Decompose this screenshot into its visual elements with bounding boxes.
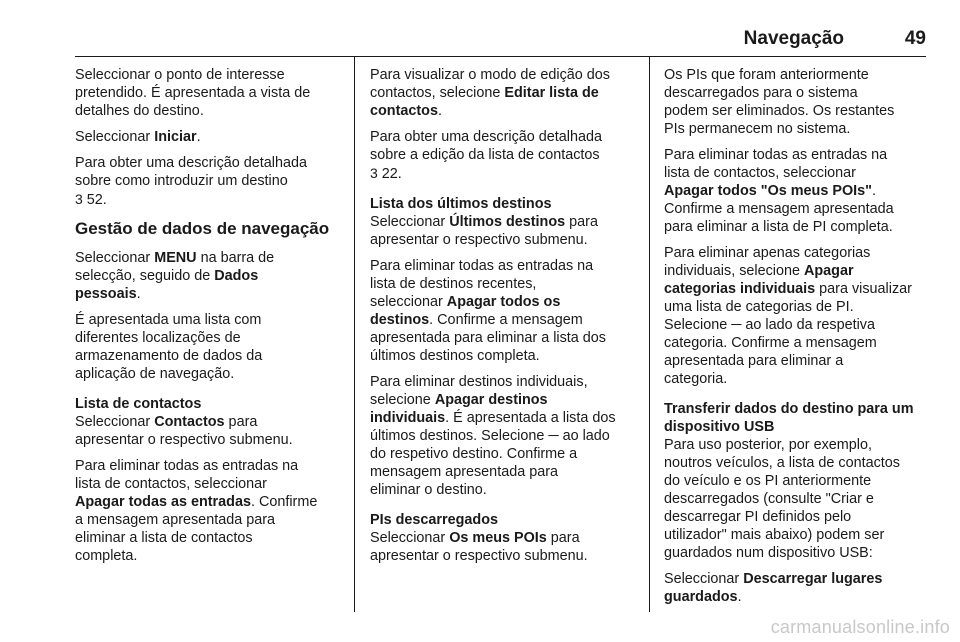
paragraph: Para eliminar todas as entradas na lista de contactos, seleccionar Apagar todas as entradas. Confirme a mensagem apresentada para eliminar a lista de contactos completa. <box>75 458 318 564</box>
menu-term: Apagar todos os <box>446 294 561 310</box>
header-rule <box>75 56 926 57</box>
paragraph: Seleccionar Iniciar. <box>75 129 201 145</box>
menu-term: Dados <box>214 268 259 284</box>
column-3 <box>664 66 934 614</box>
column-divider-2 <box>649 56 650 612</box>
menu-term: Apagar destinos <box>434 392 548 408</box>
menu-term: MENU <box>154 250 197 266</box>
section-heading: Gestão de dados de navegação <box>75 219 330 238</box>
subheading: Lista de contactos <box>75 396 202 412</box>
paragraph: Para eliminar destinos individuais, selecione Apagar destinos individuais. É apresentada a lista dos últimos destinos. Selecione ─ ao lado do respetivo destino. Confirme a mensagem apresentada para eliminar o destino. <box>370 374 616 498</box>
paragraph: Seleccionar Contactos para apresentar o respectivo submenu. <box>75 414 293 448</box>
paragraph: Para obter uma descrição detalhada sobre como introduzir um destino 3 52. <box>75 155 307 208</box>
menu-term: Editar lista de <box>504 85 599 101</box>
menu-term: destinos <box>370 312 430 328</box>
menu-term: Apagar todos "Os meus POIs" <box>664 183 872 199</box>
column-divider-1 <box>354 56 355 612</box>
section-title: Navegação <box>743 28 844 49</box>
menu-term: Apagar <box>804 263 854 279</box>
menu-term: contactos <box>370 103 438 119</box>
paragraph: Seleccionar Os meus POIs para apresentar o respectivo submenu. <box>370 530 588 564</box>
subheading: Lista dos últimos destinos <box>370 196 552 212</box>
subheading: PIs descarregados <box>370 512 498 528</box>
paragraph: Os PIs que foram anteriormente descarregados para o sistema podem ser eliminados. Os restantes PIs permanecem no sistema. <box>664 67 895 137</box>
paragraph: Para eliminar apenas categorias individuais, selecione Apagar categorias individuais para visualizar uma lista de categorias de PI. Selecione ─ ao lado da respetiva categoria. Confirme a mensagem apresentada para eliminar a categoria. <box>664 245 912 387</box>
page-ref[interactable]: 22. <box>377 166 402 182</box>
page-ref-icon: 3 <box>370 165 378 181</box>
menu-term: pessoais <box>75 286 137 302</box>
menu-term: categorias individuais <box>664 281 816 297</box>
paragraph: Seleccionar Descarregar lugares guardados. <box>664 571 883 605</box>
page-number: 49 <box>904 28 926 49</box>
watermark: carmanualsonline.info <box>770 617 950 637</box>
paragraph: Para visualizar o modo de edição dos contactos, selecione Editar lista de contactos. <box>370 67 610 119</box>
subheading: Transferir dados do destino para um dispositivo USB <box>664 401 914 435</box>
menu-term: Contactos <box>154 414 225 430</box>
column-1 <box>75 66 343 573</box>
menu-term: Os meus POIs <box>449 530 547 546</box>
page-header <box>75 28 926 52</box>
paragraph: Para obter uma descrição detalhada sobre a edição da lista de contactos 3 22. <box>370 129 602 182</box>
paragraph: Seleccionar MENU na barra de selecção, seguido de Dados pessoais. <box>75 250 275 302</box>
paragraph: É apresentada uma lista com diferentes localizações de armazenamento de dados da aplicação de navegação. <box>75 312 263 382</box>
paragraph: Seleccionar o ponto de interesse pretendido. É apresentada a vista de detalhes do destino. <box>75 67 311 119</box>
menu-term: Iniciar <box>154 129 197 145</box>
menu-term: Descarregar lugares <box>743 571 883 587</box>
menu-term: guardados <box>664 589 738 605</box>
column-2 <box>370 66 638 573</box>
menu-term: Últimos destinos <box>449 214 566 230</box>
menu-term: individuais <box>370 410 446 426</box>
page-ref[interactable]: 52. <box>82 192 107 208</box>
paragraph: Seleccionar Últimos destinos para apresentar o respectivo submenu. <box>370 214 598 248</box>
paragraph: Para eliminar todas as entradas na lista de destinos recentes, seleccionar Apagar todos os destinos. Confirme a mensagem apresentada para eliminar a lista dos últimos destinos completa. <box>370 258 606 364</box>
page-ref-icon: 3 <box>75 191 83 207</box>
menu-term: Apagar todas as entradas <box>75 494 251 510</box>
paragraph: Para uso posterior, por exemplo, noutros veículos, a lista de contactos do veículo e os PI anteriormente descarregados (consulte "Criar e descarregar PI definidos pelo utilizador" mais abaixo) podem ser guardados num dispositivo USB: <box>664 437 900 561</box>
paragraph: Para eliminar todas as entradas na lista de contactos, seleccionar Apagar todos "Os meus POIs". Confirme a mensagem apresentada para eliminar a lista de PI completa. <box>664 147 894 235</box>
